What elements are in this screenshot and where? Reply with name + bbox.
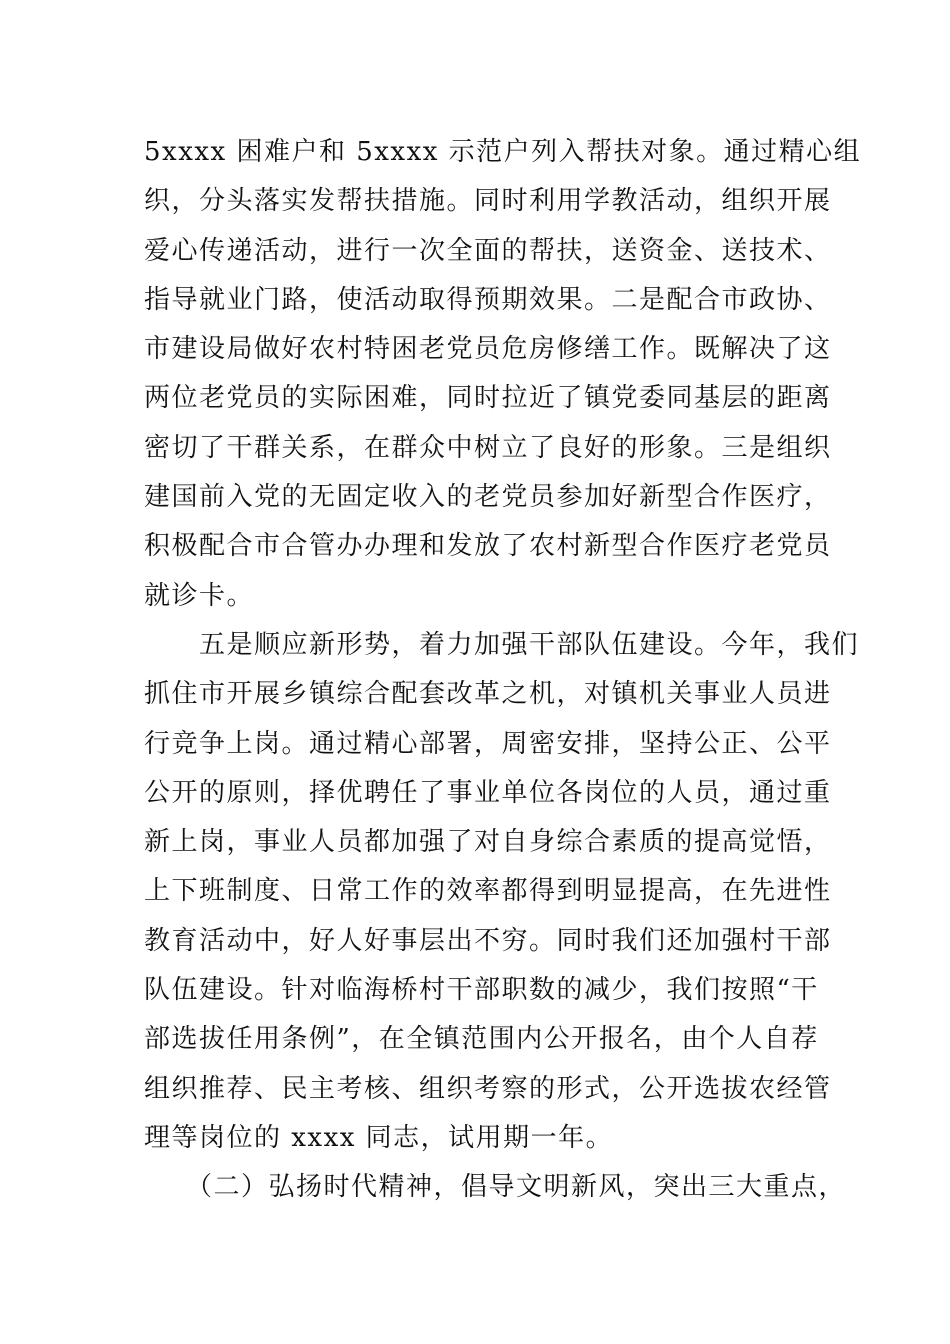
- text-line: 建国前入党的无固定收入的老党员参加好新型合作医疗，: [144, 482, 832, 513]
- text-line: 公开的原则，择优聘任了事业单位各岗位的人员，通过重: [144, 777, 832, 808]
- text-line: 队伍建设。针对临海桥村干部职数的减少，我们按照“干: [144, 975, 819, 1006]
- text-line: 组织推荐、民主考核、组织考察的形式，公开选拔农经管: [144, 1073, 832, 1104]
- text-line: （二）弘扬时代精神，倡导文明新风，突出三大重点，: [144, 1172, 847, 1203]
- text-line: 就诊卡。: [144, 580, 255, 611]
- body-text: [144, 128, 862, 1213]
- text-line: 部选拔任用条例”，在全镇范围内公开报名，由个人自荐: [144, 1024, 819, 1055]
- text-line: 新上岗，事业人员都加强了对自身综合素质的提高觉悟，: [144, 827, 832, 858]
- text-line: 市建设局做好农村特困老党员危房修缮工作。既解决了这: [144, 334, 832, 365]
- text-line: 上下班制度、日常工作的效率都得到明显提高，在先进性: [144, 876, 832, 907]
- text-line: 理等岗位的 xxxx 同志，试用期一年。: [144, 1122, 614, 1153]
- text-line: 织，分头落实发帮扶措施。同时利用学教活动，组织开展: [144, 186, 832, 217]
- text-line: 5xxxx 困难户和 5xxxx 示范户列入帮扶对象。通过精心组: [144, 137, 862, 167]
- text-line: 爱心传递活动，进行一次全面的帮扶，送资金、送技术、: [144, 235, 832, 266]
- text-line: 积极配合市合管办办理和发放了农村新型合作医疗老党员: [144, 531, 832, 562]
- text-line: 抓住市开展乡镇综合配套改革之机，对镇机关事业人员进: [144, 679, 832, 710]
- text-line: 指导就业门路，使活动取得预期效果。二是配合市政协、: [144, 284, 832, 315]
- text-line: 教育活动中，好人好事层出不穷。同时我们还加强村干部: [144, 925, 832, 956]
- text-line: 五是顺应新形势，着力加强干部队伍建设。今年，我们: [144, 629, 860, 660]
- text-line: 行竞争上岗。通过精心部署，周密安排，坚持公正、公平: [144, 728, 832, 759]
- text-line: 两位老党员的实际困难，同时拉近了镇党委同基层的距离: [144, 383, 832, 414]
- text-line: 密切了干群关系，在群众中树立了良好的形象。三是组织: [144, 432, 832, 463]
